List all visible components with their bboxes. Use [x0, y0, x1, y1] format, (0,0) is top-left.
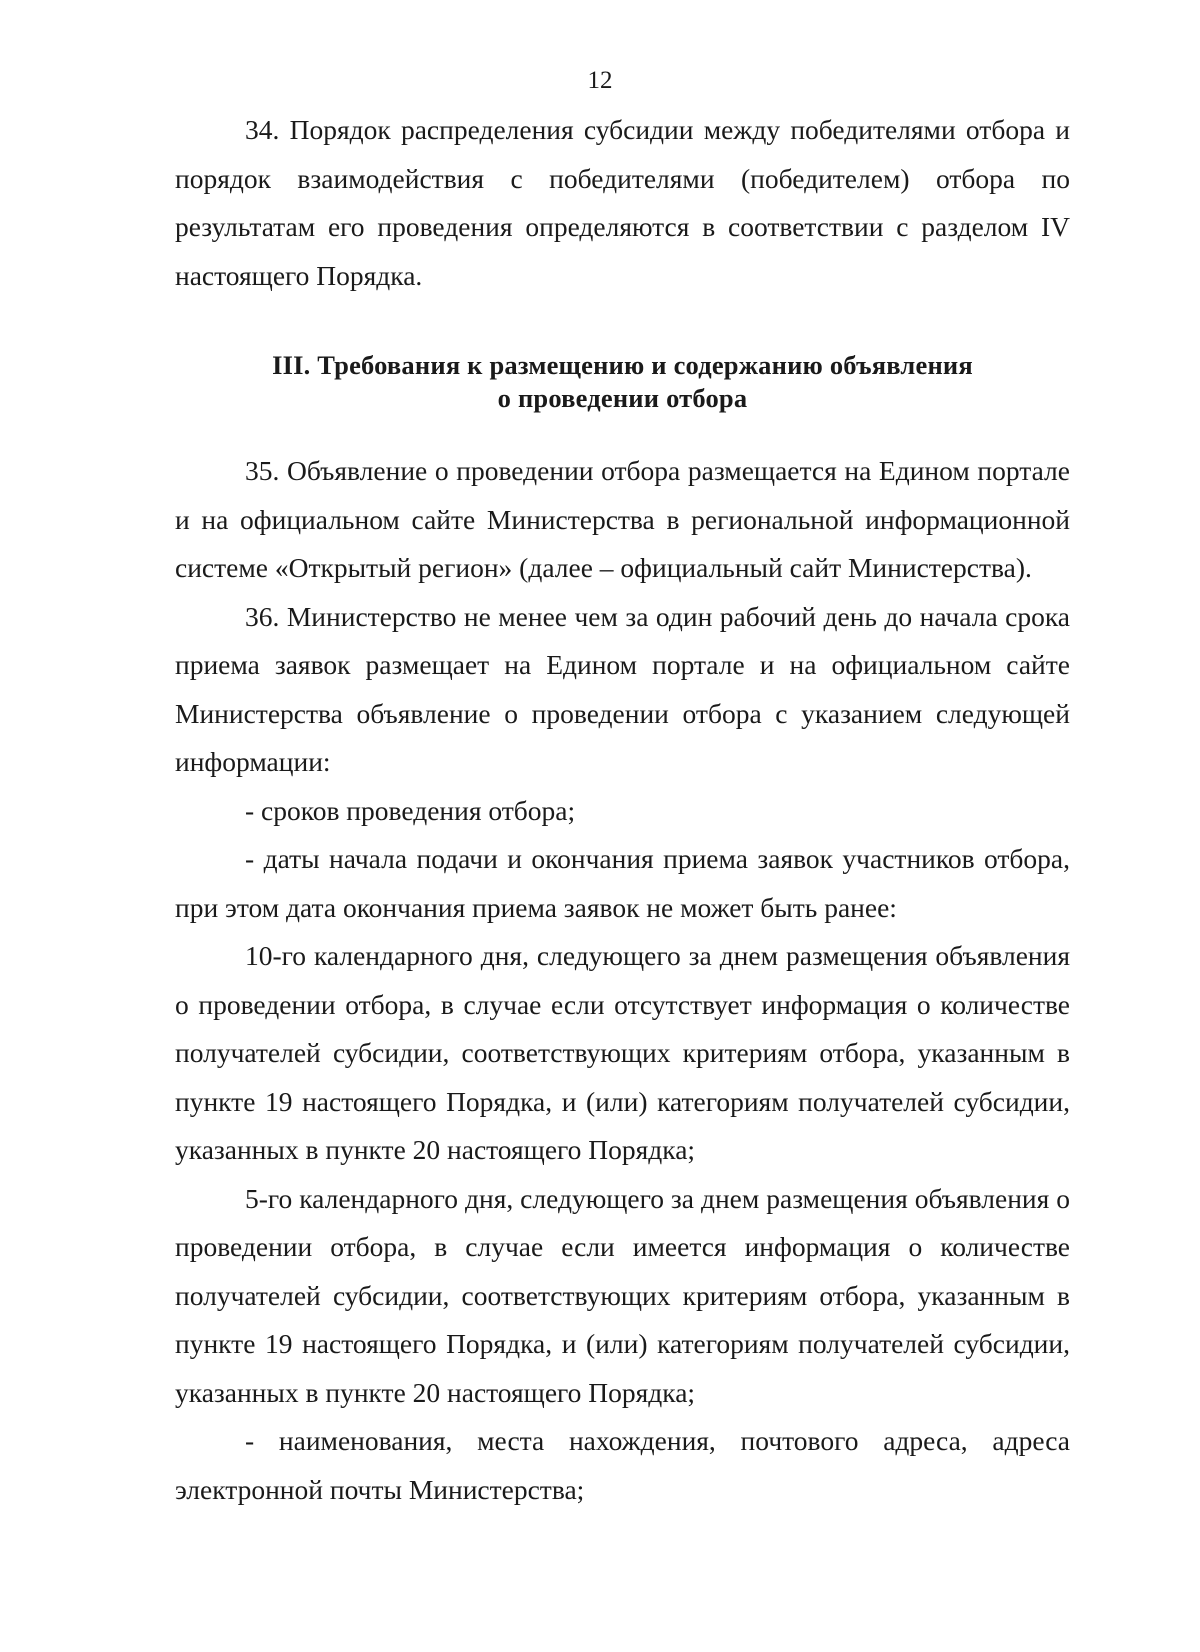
section-heading-line-1: III. Требования к размещению и содержанию объявления — [272, 350, 973, 380]
document-body — [175, 106, 1070, 1514]
paragraph-34: 34. Порядок распределения субсидии между победителями отбора и порядок взаимодействия с победителями (победителем) отбора по результатам его проведения определяются в соответствии с разделом IV настоящего Порядка. — [175, 114, 1070, 291]
section-heading — [175, 349, 1070, 415]
list-item-name-address: - наименования, места нахождения, почтового адреса, адреса электронной почты Министерства; — [175, 1425, 1070, 1505]
list-item-10th-day: 10-го календарного дня, следующего за днем размещения объявления о проведении отбора, в случае если отсутствует информация о количестве получателей субсидии, соответствующих критериям отбора, указанным в пункте 19 настоящего Порядка, и (или) категориям получателей субсидии, указанных в пункте 20 настоящего Порядка; — [175, 940, 1070, 1165]
page-number: 12 — [587, 67, 613, 94]
list-item-dates: - даты начала подачи и окончания приема заявок участников отбора, при этом дата окончания приема заявок не может быть ранее: — [175, 843, 1070, 923]
list-item-terms: - сроков проведения отбора; — [245, 794, 576, 826]
list-item-5th-day: 5-го календарного дня, следующего за днем размещения объявления о проведении отбора, в случае если имеется информация о количестве получателей субсидии, соответствующих критериям отбора, указанным в пункте 19 настоящего Порядка, и (или) категориям получателей субсидии, указанных в пункте 20 настоящего Порядка; — [175, 1182, 1070, 1408]
paragraph-36: 36. Министерство не менее чем за один рабочий день до начала срока приема заявок размещает на Едином портале и на официальном сайте Министерства объявление о проведении отбора с указанием следующей информации: — [175, 600, 1070, 777]
paragraph-35: 35. Объявление о проведении отбора размещается на Едином портале и на официальном сайте Министерства в региональной информационной системе «Открытый регион» (далее – официальный сайт Министерства). — [175, 455, 1070, 583]
section-heading-line-2: о проведении отбора — [497, 383, 748, 413]
